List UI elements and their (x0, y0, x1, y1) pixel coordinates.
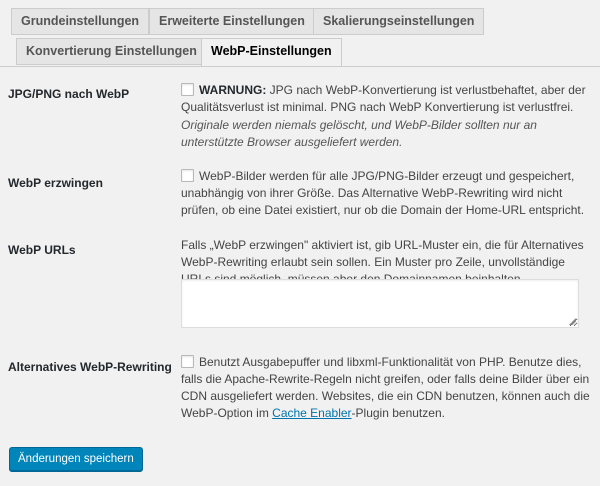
warning-text: JPG nach WebP-Konvertierung ist verlustbehaftet, aber der Qualitätsverlust ist minimal. PNG nach WebP Konvertierung ist verlustfrei. (181, 83, 586, 114)
force-webp-label: WebP erzwingen (8, 176, 103, 190)
tab-webp-einstellungen[interactable]: WebP-Einstellungen (201, 38, 342, 67)
tabs-divider (0, 66, 600, 67)
force-webp-text: WebP-Bilder werden für alle JPG/PNG-Bilder erzeugt und gespeichert, unabhängig von ihrer Größe. Das Alternative WebP-Rewriting wird nicht prüfen, ob eine Datei existiert, nur ob die Domain der Home-URL entspricht. (181, 169, 585, 217)
force-webp-checkbox[interactable] (181, 169, 194, 182)
jpg-png-label: JPG/PNG nach WebP (8, 87, 130, 101)
jpg-png-note: Originale werden niemals gelöscht, und WebP-Bilder sollten nur an unterstützte Browser ausgeliefert werden. (181, 118, 537, 149)
webp-urls-label: WebP URLs (8, 243, 76, 257)
tab-grundeinstellungen[interactable]: Grundeinstellungen (11, 8, 149, 35)
webp-urls-description: Falls „WebP erzwingen" aktiviert ist, gib URL-Muster ein, die für Alternatives WebP-Rewriting erlaubt sein sollen. Ein Muster pro Zeile, unvollständige (181, 238, 584, 269)
rewriting-field (181, 354, 591, 422)
tab-konvertierung-einstellungen[interactable]: Konvertierung Einstellungen (16, 38, 207, 65)
rewriting-text-after: -Plugin benutzen. (351, 406, 445, 420)
rewriting-label: Alternatives WebP-Rewriting (8, 360, 172, 374)
cache-enabler-link[interactable]: Cache Enabler (272, 406, 352, 420)
tab-erweiterte-einstellungen[interactable]: Erweiterte Einstellungen (149, 8, 315, 35)
warning-label: WARNUNG: (199, 83, 267, 97)
jpg-png-checkbox[interactable] (181, 83, 194, 96)
jpg-png-field (181, 82, 591, 151)
save-changes-button[interactable]: Änderungen speichern (9, 447, 143, 471)
rewriting-text-before: Benutzt Ausgabepuffer und libxml-Funktionalität von PHP. Benutze dies, falls die Apache-Rewrite-Regeln nicht greifen, oder falls deine Bilder über ein CDN ausgeliefert werden. Websites, die ein CDN benutzen, können auch die WebP-Option im (181, 355, 590, 420)
settings-tabs (0, 0, 600, 67)
webp-urls-textarea[interactable] (181, 279, 579, 328)
rewriting-checkbox[interactable] (181, 355, 194, 368)
tab-skalierungseinstellungen[interactable]: Skalierungseinstellungen (313, 8, 484, 35)
force-webp-field (181, 168, 591, 219)
